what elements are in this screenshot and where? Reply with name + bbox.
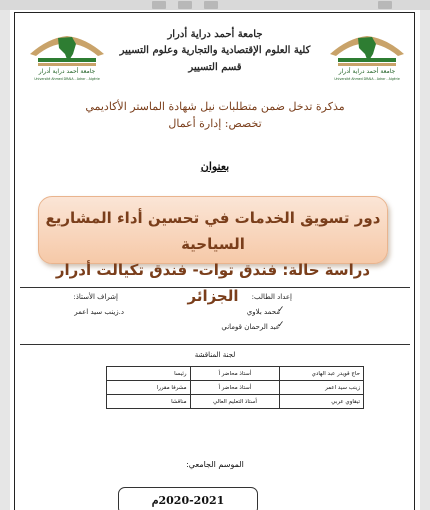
logo-subtext: Université Ahmed DRAIA - Adrar - Algérie: [34, 77, 100, 81]
table-row: [107, 367, 364, 381]
check-icon: ✓: [277, 320, 285, 330]
check-icon: ✓: [277, 305, 285, 315]
faculty-name: كلية العلوم الإقتصادية والتجارية وعلوم التسيير: [119, 45, 311, 56]
document-page: [10, 10, 420, 510]
academic-year-box: 2020-2021م: [118, 487, 258, 510]
jury-member-name: حاج قويدر عبد الهادي: [280, 367, 364, 381]
thesis-title-line1: دور تسويق الخدمات في تحسين أداء المشاريع السياحية: [45, 209, 381, 253]
jury-label: لجنة المناقشة: [194, 351, 236, 359]
toolbar-tab[interactable]: [152, 1, 166, 9]
toolbar-tab[interactable]: [378, 1, 392, 9]
section-divider: [20, 344, 410, 345]
thesis-purpose: مذكرة تدخل ضمن متطلبات نيل شهادة الماستر الأكاديمي: [85, 100, 345, 113]
university-logo-right: [328, 32, 406, 84]
table-row: [107, 395, 364, 409]
logo-text: جامعة أحمد دراية أدرار: [38, 68, 96, 75]
thesis-title-line2: دراسة حالة: فندق توات- فندق تكيالت أدرار الجزائر: [55, 261, 371, 305]
university-logo-left: [28, 32, 106, 84]
jury-member-name: تيقاوي عربي: [280, 395, 364, 409]
section-divider: [20, 287, 410, 288]
logo-text: جامعة أحمد دراية أدرار: [338, 68, 396, 75]
supervisor-name: د.زينب سيد اعمر: [74, 308, 124, 316]
specialty-label: تخصص:: [224, 117, 262, 130]
student-name: عبد الرحمان قوماني: [221, 323, 280, 331]
academic-year-label: الموسم الجامعي:: [186, 460, 244, 469]
jury-table: [106, 366, 364, 409]
viewer-right-margin: [420, 10, 430, 510]
supervisor-label: إشراف الأستاذ:: [73, 293, 118, 301]
viewer-top-bar: [0, 0, 430, 10]
specialty-value: إدارة أعمال: [168, 117, 222, 130]
jury-member-role: رئيسا: [107, 367, 191, 381]
student-name: محمد بلاوي: [246, 308, 280, 316]
specialty-line: [10, 117, 420, 130]
toolbar-tab[interactable]: [178, 1, 192, 9]
jury-member-role: مناقشا: [107, 395, 191, 409]
toolbar-tab[interactable]: [204, 1, 218, 9]
jury-member-rank: أستاذ محاضر أ: [190, 367, 280, 381]
title-heading: بعنوان: [200, 160, 230, 173]
viewer-left-margin: [0, 10, 10, 510]
jury-member-role: مشرفا مقررا: [107, 381, 191, 395]
university-name: جامعة أحمد دراية أدرار: [167, 29, 263, 40]
table-row: [107, 381, 364, 395]
jury-member-rank: أستاذ التعليم العالي: [190, 395, 280, 409]
logo-subtext: Université Ahmed DRAIA - Adrar - Algérie: [334, 77, 400, 81]
jury-member-rank: أستاذ محاضر أ: [190, 381, 280, 395]
jury-member-name: زينب سيد اعمر: [280, 381, 364, 395]
students-label: إعداد الطالب:: [251, 293, 292, 301]
department-name: قسم التسيير: [188, 62, 242, 73]
